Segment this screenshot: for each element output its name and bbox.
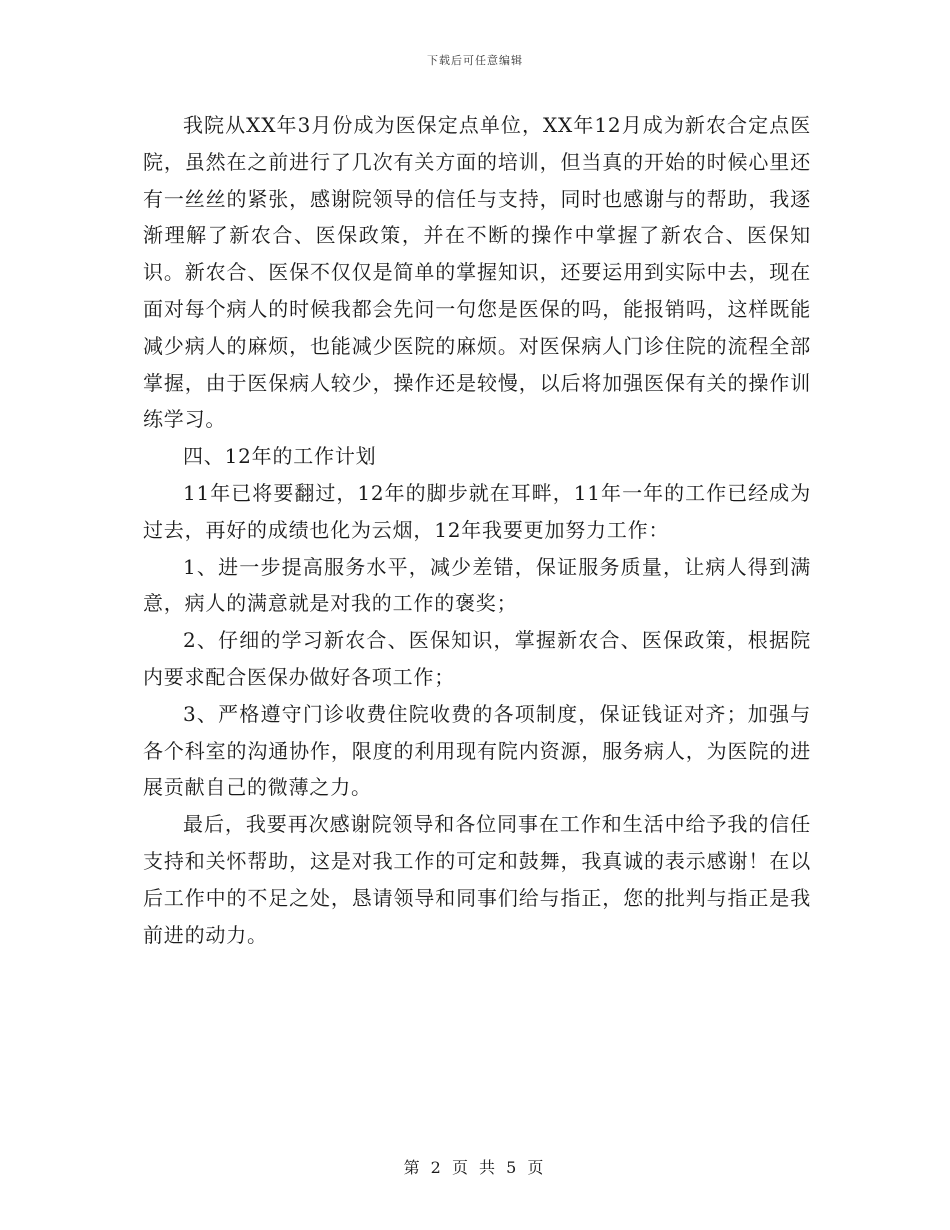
list-item-plan-3: 3、严格遵守门诊收费住院收费的各项制度，保证钱证对齐；加强与各个科室的沟通协作，限度的利用现有院内资源，服务病人，为医院的进展贡献自己的微薄之力。 <box>143 701 811 800</box>
document-body <box>143 107 811 953</box>
paragraph-insurance-experience: 我院从XX年3月份成为医保定点单位，XX年12月成为新农合定点医院，虽然在之前进行了几次有关方面的培训，但当真的开始的时候心里还有一丝丝的紧张，感谢院领导的信任与支持，同时也感谢与的帮助，我逐渐理解了新农合、医保政策，并在不断的操作中掌握了新农合、医保知识。新农合、医保不仅仅是简单的掌握知识，还要运用到实际中去，现在面对每个病人的时候我都会先问一句您是医保的吗，能报销吗，这样既能减少病人的麻烦，也能减少医院的麻烦。对医保病人门诊住院的流程全部掌握，由于医保病人较少，操作还是较慢，以后将加强医保有关的操作训练学习。 <box>143 113 811 432</box>
paragraph-plan-intro: 11年已将要翻过，12年的脚步就在耳畔，11年一年的工作已经成为过去，再好的成绩也化为云烟，12年我要更加努力工作： <box>143 480 811 542</box>
page-number: 第 2 页 共 5 页 <box>403 1158 547 1177</box>
header-note: 下载后可任意编辑 <box>427 54 523 67</box>
list-item-plan-2: 2、仔细的学习新农合、医保知识，掌握新农合、医保政策，根据院内要求配合医保办做好各项工作； <box>143 628 811 689</box>
paragraph-closing-thanks: 最后，我要再次感谢院领导和各位同事在工作和生活中给予我的信任支持和关怀帮助，这是对我工作的可定和鼓舞，我真诚的表示感谢！在以后工作中的不足之处，恳请领导和同事们给与指正，您的批判与指正是我前进的动力。 <box>143 812 811 947</box>
section-heading-work-plan: 四、12年的工作计划 <box>183 444 377 469</box>
list-item-plan-1: 1、进一步提高服务水平，减少差错，保证服务质量，让病人得到满意，病人的满意就是对我的工作的褒奖； <box>143 554 811 616</box>
